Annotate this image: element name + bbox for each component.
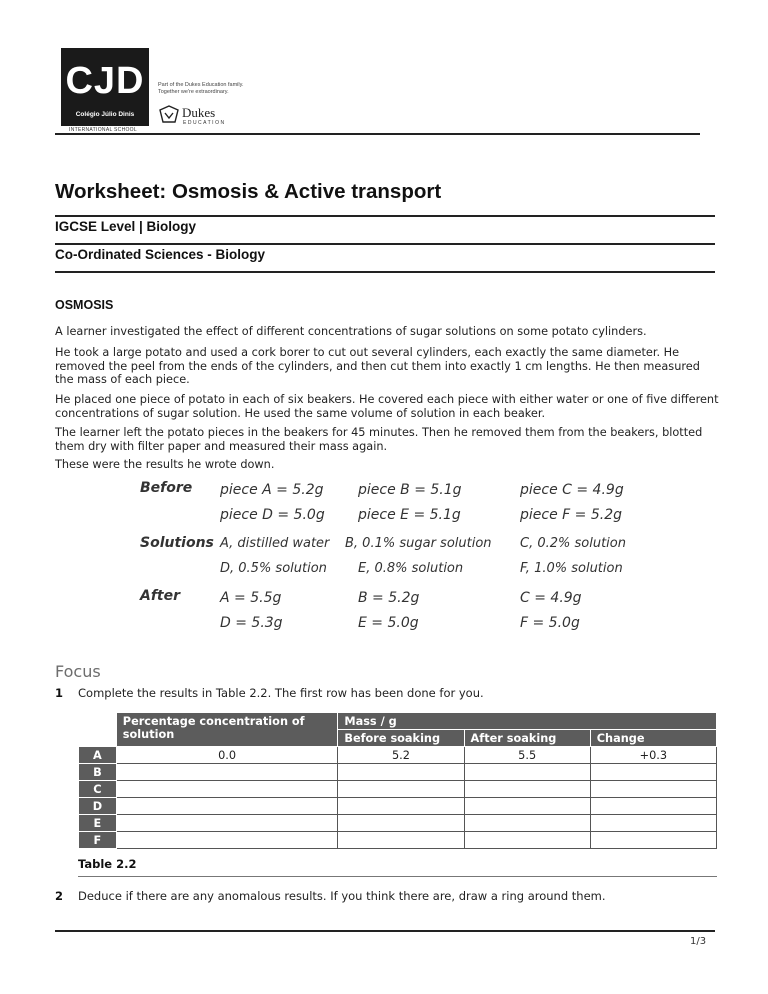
note-value: B, 0.1% sugar solution xyxy=(345,536,492,551)
cell-concentration[interactable] xyxy=(116,798,338,815)
note-value: C = 4.9g xyxy=(520,590,582,606)
cell-change[interactable] xyxy=(590,798,716,815)
logo-letters: CJD xyxy=(65,60,145,102)
cell-after[interactable] xyxy=(464,764,590,781)
note-value: E, 0.8% solution xyxy=(358,561,464,576)
paragraph: The learner left the potato pieces in the beakers for 45 minutes. Then he removed them from the beakers, blotted them dry with filter paper and measured their mass again. xyxy=(55,426,703,453)
note-value: A = 5.5g xyxy=(220,590,282,606)
course-divider xyxy=(55,271,715,273)
cell-change[interactable] xyxy=(590,764,716,781)
paragraph: He placed one piece of potato in each of six beakers. He covered each piece with either water or one of five different concentrations of sugar solution. He used the same volume of solution in each beaker. xyxy=(55,393,719,420)
row-label: B xyxy=(79,764,117,781)
note-value: F, 1.0% solution xyxy=(520,561,623,576)
note-value: C, 0.2% solution xyxy=(520,536,626,551)
table-row xyxy=(79,798,717,815)
footer-divider xyxy=(55,930,715,932)
focus-heading: Focus xyxy=(55,662,101,681)
cell-concentration[interactable] xyxy=(116,832,338,849)
table-corner xyxy=(79,713,117,747)
paragraph: A learner investigated the effect of different concentrations of sugar solutions on some potato cylinders. xyxy=(55,325,647,338)
cell-before[interactable] xyxy=(338,815,464,832)
cell-before[interactable] xyxy=(338,781,464,798)
cell-concentration[interactable] xyxy=(116,815,338,832)
notes-solutions-label: Solutions xyxy=(140,535,214,551)
tagline-line-2: Together we're extraordinary. xyxy=(158,89,229,95)
header-change: Change xyxy=(590,730,716,747)
note-value: piece C = 4.9g xyxy=(520,482,624,498)
level-subtitle: IGCSE Level | Biology xyxy=(55,219,197,234)
logo-school-name: Colégio Júlio Dinis xyxy=(75,111,135,118)
cell-after[interactable] xyxy=(464,815,590,832)
results-table xyxy=(78,712,717,849)
notes-before-label: Before xyxy=(140,480,193,496)
table-row xyxy=(79,747,717,764)
level-divider xyxy=(55,243,715,245)
cell-after[interactable] xyxy=(464,798,590,815)
note-value: piece F = 5.2g xyxy=(520,507,622,523)
page-number: 1/3 xyxy=(690,936,707,947)
dukes-subtitle: EDUCATION xyxy=(183,120,226,126)
notes-after-label: After xyxy=(140,588,181,604)
row-label: F xyxy=(79,832,117,849)
cell-concentration[interactable] xyxy=(116,764,338,781)
note-value: piece D = 5.0g xyxy=(220,507,325,523)
cell-concentration[interactable]: 0.0 xyxy=(116,747,338,764)
paragraph: These were the results he wrote down. xyxy=(55,458,275,471)
note-value: piece A = 5.2g xyxy=(220,482,324,498)
cell-after[interactable] xyxy=(464,781,590,798)
note-value: D, 0.5% solution xyxy=(220,561,327,576)
header-mass: Mass / g xyxy=(338,713,717,730)
table-row xyxy=(79,764,717,781)
dukes-name: Dukes xyxy=(182,105,216,120)
cell-change[interactable] xyxy=(590,815,716,832)
tagline-line-1: Part of the Dukes Education family. xyxy=(158,82,244,88)
row-label: A xyxy=(79,747,117,764)
question-text: Deduce if there are any anomalous results. If you think there are, draw a ring around them. xyxy=(78,889,606,903)
cell-before[interactable] xyxy=(338,764,464,781)
table-caption: Table 2.2 xyxy=(78,857,137,871)
row-label: D xyxy=(79,798,117,815)
dukes-crest-icon xyxy=(158,104,180,124)
cell-after[interactable] xyxy=(464,832,590,849)
course-subtitle: Co-Ordinated Sciences - Biology xyxy=(55,247,266,262)
note-value: D = 5.3g xyxy=(220,615,283,631)
cell-before[interactable] xyxy=(338,832,464,849)
header-concentration: Percentage concentration of solution xyxy=(116,713,338,747)
paragraph: He took a large potato and used a cork borer to cut out several cylinders, each exactly the same diameter. He removed the peel from the ends of the cylinders, and then cut them into exactly 1 cm lengths. He then measured the mass of each piece. xyxy=(55,346,700,386)
table-row xyxy=(79,832,717,849)
row-label: E xyxy=(79,815,117,832)
page-title: Worksheet: Osmosis & Active transport xyxy=(55,180,442,203)
note-value: piece B = 5.1g xyxy=(358,482,462,498)
header-after: After soaking xyxy=(464,730,590,747)
tagline xyxy=(158,82,244,96)
logo-subtitle: INTERNATIONAL SCHOOL xyxy=(69,127,137,133)
header-before: Before soaking xyxy=(338,730,464,747)
note-value: A, distilled water xyxy=(220,536,330,551)
header-divider xyxy=(55,133,700,135)
cell-after[interactable]: 5.5 xyxy=(464,747,590,764)
table-row xyxy=(79,815,717,832)
question-text: Complete the results in Table 2.2. The first row has been done for you. xyxy=(78,686,484,700)
cell-change[interactable] xyxy=(590,832,716,849)
caption-divider xyxy=(78,876,717,877)
row-label: C xyxy=(79,781,117,798)
note-value: B = 5.2g xyxy=(358,590,420,606)
cell-change[interactable] xyxy=(590,781,716,798)
question-number: 2 xyxy=(55,889,64,903)
school-logo xyxy=(61,48,149,126)
cell-before[interactable] xyxy=(338,798,464,815)
cell-before[interactable]: 5.2 xyxy=(338,747,464,764)
note-value: piece E = 5.1g xyxy=(358,507,461,523)
cell-concentration[interactable] xyxy=(116,781,338,798)
table-row xyxy=(79,781,717,798)
note-value: E = 5.0g xyxy=(358,615,419,631)
cell-change[interactable]: +0.3 xyxy=(590,747,716,764)
section-heading: OSMOSIS xyxy=(55,298,114,312)
question-number: 1 xyxy=(55,686,64,700)
title-divider xyxy=(55,215,715,217)
note-value: F = 5.0g xyxy=(520,615,580,631)
